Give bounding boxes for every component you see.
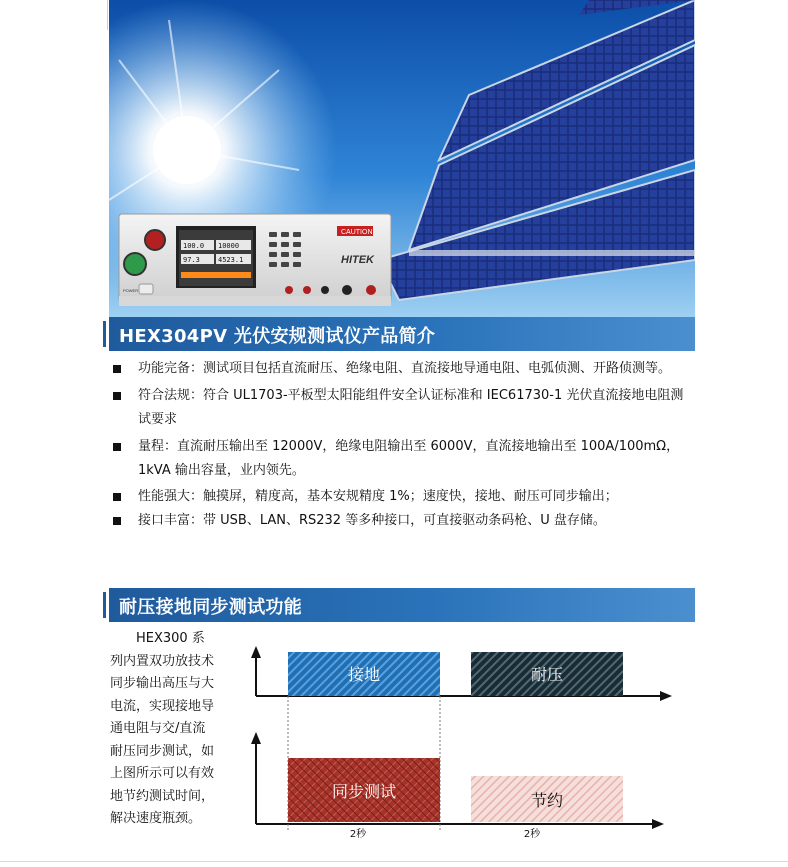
time-label: 2秒 [523, 829, 541, 840]
time-label: 2秒 [349, 829, 367, 840]
bullet-square-icon [113, 365, 121, 373]
title-accent-line [103, 592, 106, 618]
svg-text:HITEK: HITEK [341, 254, 374, 266]
section-title-sync-test [109, 588, 695, 622]
feature-item: 接口丰富：带 USB、LAN、RS232 等多种接口，可直接驱动条码枪、U 盘存储。 [112, 509, 692, 533]
section-title-text: HEX304PV 光伏安规测试仪产品简介 [119, 326, 436, 347]
withstand-label: 耐压 [530, 665, 564, 684]
svg-text:10000: 10000 [218, 242, 240, 250]
svg-text:97.3: 97.3 [183, 256, 200, 264]
save-label: 节约 [530, 791, 564, 810]
hero-image [109, 0, 695, 317]
feature-item: 性能强大：触摸屏，精度高，基本安规精度 1%；速度快，接地、耐压可同步输出； [112, 485, 692, 509]
section-title-text: 耐压接地同步测试功能 [119, 597, 302, 618]
page-bottom-rule [0, 861, 788, 862]
feature-item: 功能完备：测试项目包括直流耐压、绝缘电阻、直流接地导通电阻、电弧侦测、开路侦测等。 [112, 357, 692, 381]
timing-diagram [220, 640, 690, 862]
bullet-square-icon [113, 392, 121, 400]
feature-list [112, 357, 692, 533]
title-accent-line [103, 321, 106, 347]
bullet-square-icon [113, 443, 121, 451]
svg-text:100.0: 100.0 [183, 242, 205, 250]
bullet-square-icon [113, 493, 121, 501]
sync-description: HEX300 系列内置双功放技术同步输出高压与大电流，实现接地导通电阻与交/直流耐压同步测试，如上图所示可以有效地节约测试时间，解决速度瓶颈。 [110, 631, 215, 826]
svg-text:POWER: POWER [123, 288, 139, 293]
page-border-left [107, 0, 108, 30]
bullet-square-icon [113, 517, 121, 525]
hex304pv-instrument [119, 214, 391, 306]
sync-test-label: 同步测试 [331, 782, 397, 801]
ground-label: 接地 [347, 665, 381, 684]
section-title-product-intro [109, 317, 695, 351]
svg-text:CAUTION: CAUTION [341, 229, 373, 236]
svg-text:4523.1: 4523.1 [218, 256, 244, 264]
feature-item: 量程：直流耐压输出至 12000V，绝缘电阻输出至 6000V，直流接地输出至 100A/100mΩ，1kVA 输出容量，业内领先。 [112, 435, 692, 483]
feature-item: 符合法规：符合 UL1703-平板型太阳能组件安全认证标准和 IEC61730-1 光伏直流接地电阻测试要求 [112, 384, 692, 432]
